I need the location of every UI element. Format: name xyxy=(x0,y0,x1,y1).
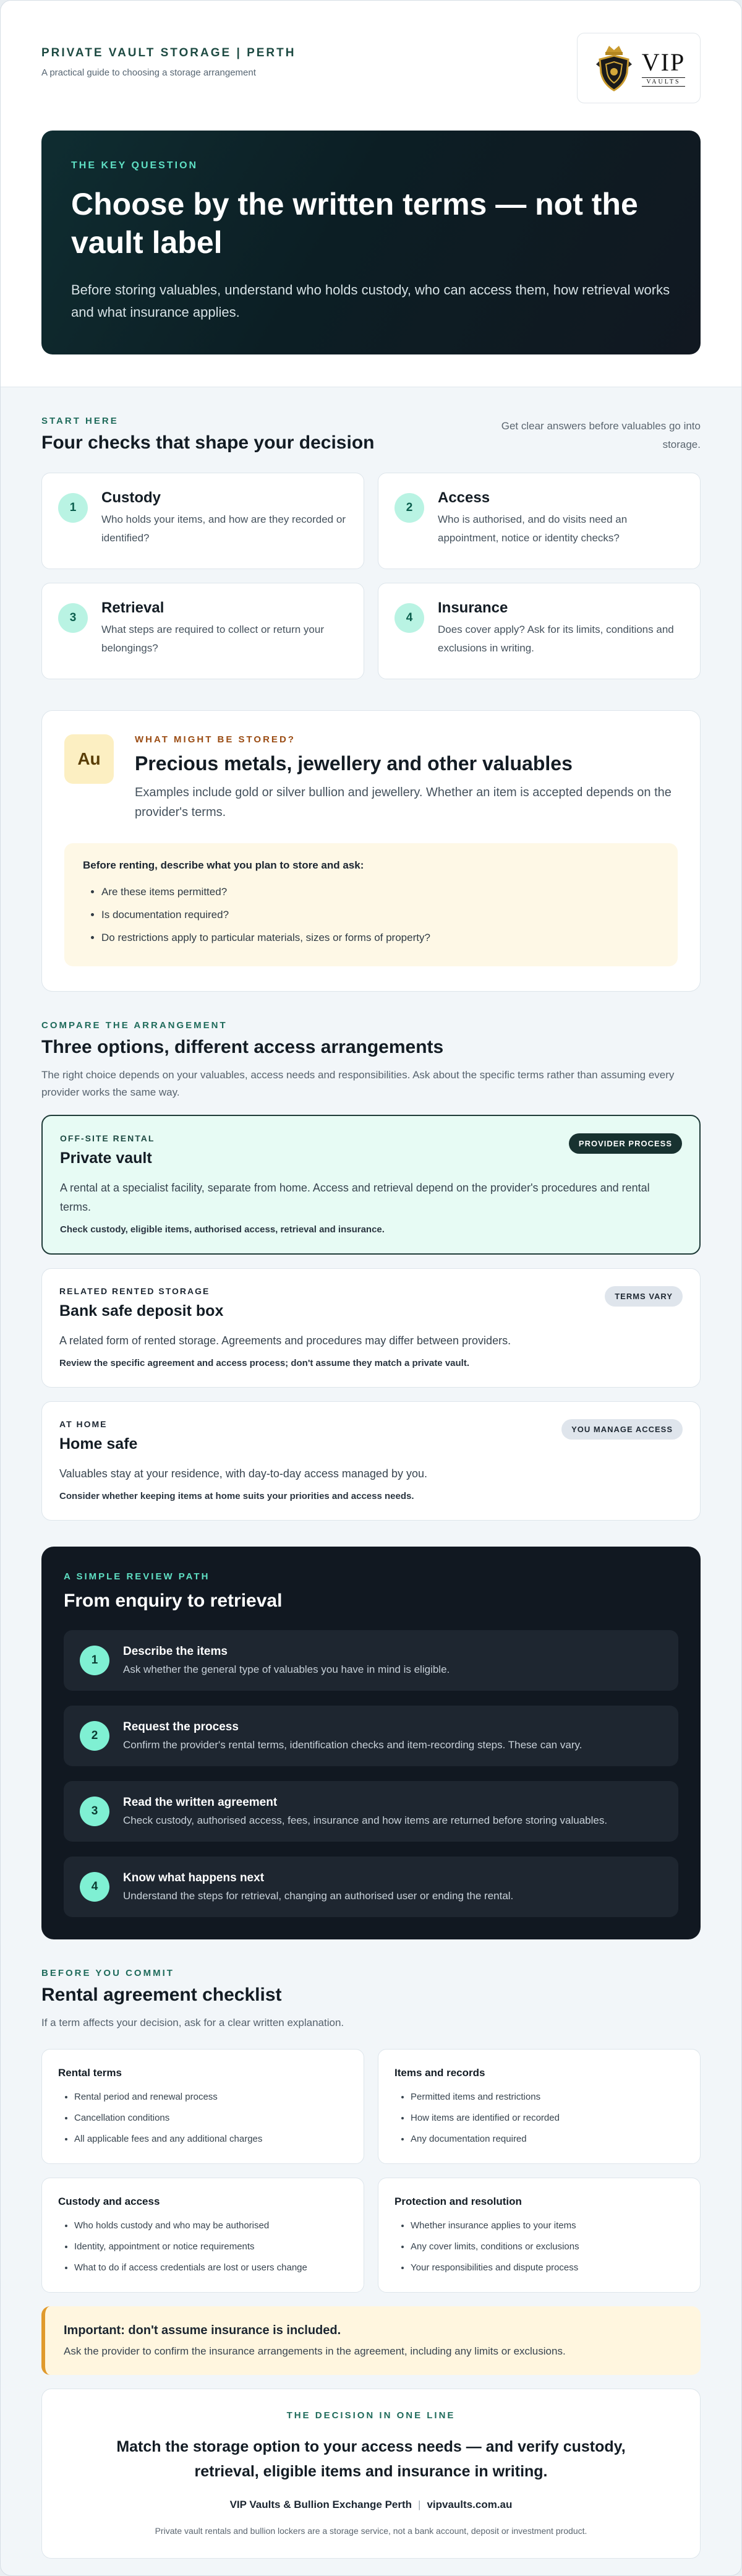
important-text: Ask the provider to confirm the insurance arrangements in the agreement, including any limits or exclusions. xyxy=(64,2345,566,2357)
check-card-custody xyxy=(41,473,364,569)
decision-card xyxy=(41,2389,701,2559)
path-step xyxy=(64,1630,678,1691)
checklist-grid xyxy=(41,2049,701,2293)
compare-title: Three options, different access arrangements xyxy=(41,1037,444,1057)
checks-heading xyxy=(41,416,374,453)
checks-eyebrow: START HERE xyxy=(41,416,119,426)
step-number-badge: 3 xyxy=(80,1797,109,1826)
option-text: A rental at a specialist facility, separate from home. Access and retrieval depend on the provider's procedures and rental terms. xyxy=(60,1182,650,1213)
crest-shield-icon xyxy=(592,43,636,93)
important-callout xyxy=(41,2306,701,2375)
list-item: • Are these items permitted? xyxy=(101,880,659,903)
check-description: What steps are required to collect or return your belongings? xyxy=(101,624,324,654)
checks-header xyxy=(41,416,701,454)
logo[interactable] xyxy=(577,33,701,103)
checklist-card-title: Protection and resolution xyxy=(394,2196,522,2207)
logo-wordmark: VIP xyxy=(641,48,686,76)
option-eyebrow: AT HOME xyxy=(59,1419,108,1429)
list-item: • Cancellation conditions xyxy=(74,2108,348,2129)
check-title: Custody xyxy=(101,489,161,506)
step-number-badge: 4 xyxy=(394,603,424,633)
checklist-card-custody-access xyxy=(41,2178,364,2293)
option-eyebrow: OFF-SITE RENTAL xyxy=(60,1133,155,1143)
step-number-badge: 2 xyxy=(80,1721,109,1751)
step-number-badge: 1 xyxy=(58,493,88,523)
list-item: • What to do if access credentials are lost or users change xyxy=(74,2257,348,2278)
option-badge: TERMS VARY xyxy=(605,1286,683,1307)
checklist-title: Rental agreement checklist xyxy=(41,1985,282,2005)
list-item: • Any documentation required xyxy=(411,2129,684,2150)
checklist-section xyxy=(41,1968,701,2559)
step-title: Describe the items xyxy=(123,1645,228,1658)
option-note: Check custody, eligible items, authorised access, retrieval and insurance. xyxy=(60,1224,385,1235)
ask-box xyxy=(64,843,678,966)
checklist-card-rental-terms xyxy=(41,2049,364,2164)
stored-items-card xyxy=(41,710,701,992)
option-badge: YOU MANAGE ACCESS xyxy=(561,1419,683,1440)
checklist-list xyxy=(58,2087,348,2150)
checklist-card-title: Rental terms xyxy=(58,2067,122,2079)
gold-element-icon: Au xyxy=(64,734,114,784)
path-step xyxy=(64,1706,678,1766)
review-path-panel xyxy=(41,1547,701,1939)
checks-note: Get clear answers before valuables go into storage. xyxy=(501,420,701,450)
step-description: Confirm the provider's rental terms, identification checks and item-recording steps. These can vary. xyxy=(123,1739,582,1751)
option-title: Home safe xyxy=(59,1435,138,1453)
hero-title: Choose by the written terms — not the vault label xyxy=(71,187,638,260)
step-number-badge: 2 xyxy=(394,493,424,523)
stored-items-eyebrow: WHAT MIGHT BE STORED? xyxy=(135,734,296,745)
checks-grid xyxy=(41,473,701,679)
check-card-insurance xyxy=(378,583,701,679)
checklist-card-title: Custody and access xyxy=(58,2196,160,2207)
check-description: Who is authorised, and do visits need an appointment, notice or identity checks? xyxy=(438,513,628,544)
important-title: Important: don't assume insurance is included. xyxy=(64,2324,341,2337)
checklist-eyebrow: BEFORE YOU COMMIT xyxy=(41,1968,174,1978)
checklist-card-items-records xyxy=(378,2049,701,2164)
ask-list xyxy=(83,880,659,949)
ask-title: Before renting, describe what you plan to store and ask: xyxy=(83,859,364,871)
checklist-list xyxy=(394,2215,684,2278)
check-description: Who holds your items, and how are they recorded or identified? xyxy=(101,513,346,544)
checks-title: Four checks that shape your decision xyxy=(41,432,375,453)
checklist-card-title: Items and records xyxy=(394,2067,485,2079)
checklist-subtitle: If a term affects your decision, ask for a clear written explanation. xyxy=(41,2017,344,2029)
list-item: • Permitted items and restrictions xyxy=(411,2087,684,2108)
step-description: Understand the steps for retrieval, changing an authorised user or ending the rental. xyxy=(123,1890,514,1902)
logo-subtext: VAULTS xyxy=(642,77,685,87)
option-home-safe xyxy=(41,1401,701,1521)
header-text xyxy=(41,33,296,78)
option-text: A related form of rented storage. Agreements and procedures may differ between providers. xyxy=(59,1334,511,1347)
step-title: Read the written agreement xyxy=(123,1796,278,1809)
header xyxy=(41,33,701,103)
list-item: • How items are identified or recorded xyxy=(411,2108,684,2129)
contact-separator: | xyxy=(418,2499,421,2510)
list-item: • Rental period and renewal process xyxy=(74,2087,348,2108)
checklist-card-protection xyxy=(378,2178,701,2293)
option-note: Consider whether keeping items at home suits your priorities and access needs. xyxy=(59,1491,414,1501)
company-name: VIP Vaults & Bullion Exchange Perth xyxy=(229,2499,412,2510)
check-card-retrieval xyxy=(41,583,364,679)
step-number-badge: 4 xyxy=(80,1872,109,1902)
path-step xyxy=(64,1857,678,1917)
path-eyebrow: A SIMPLE REVIEW PATH xyxy=(64,1571,210,1582)
check-title: Retrieval xyxy=(101,599,164,616)
path-step xyxy=(64,1781,678,1842)
list-item: • Do restrictions apply to particular materials, sizes or forms of property? xyxy=(101,926,659,949)
hero-banner xyxy=(41,131,701,354)
list-item: • Your responsibilities and dispute process xyxy=(411,2257,684,2278)
list-item: • All applicable fees and any additional charges xyxy=(74,2129,348,2150)
step-title: Request the process xyxy=(123,1720,239,1733)
option-private-vault xyxy=(41,1115,701,1255)
logo-text xyxy=(642,50,685,87)
list-item: • Identity, appointment or notice requirements xyxy=(74,2236,348,2257)
checklist-list xyxy=(394,2087,684,2150)
decision-eyebrow: THE DECISION IN ONE LINE xyxy=(286,2410,456,2421)
list-item: • Any cover limits, conditions or exclusions xyxy=(411,2236,684,2257)
option-title: Private vault xyxy=(60,1149,152,1167)
brand-line: PRIVATE VAULT STORAGE | PERTH xyxy=(41,46,296,59)
stored-items-header xyxy=(64,732,678,822)
option-text: Valuables stay at your residence, with day-to-day access managed by you. xyxy=(59,1467,427,1480)
hero-text: Before storing valuables, understand who holds custody, who can access them, how retrieval works and what insurance applies. xyxy=(71,282,670,320)
list-item: • Whether insurance applies to your items xyxy=(411,2215,684,2236)
stored-items-text: Examples include gold or silver bullion and jewellery. Whether an item is accepted depends on the provider's terms. xyxy=(135,786,672,819)
option-note: Review the specific agreement and access process; don't assume they match a private vault. xyxy=(59,1358,469,1368)
step-description: Ask whether the general type of valuables you have in mind is eligible. xyxy=(123,1664,450,1675)
step-description: Check custody, authorised access, fees, insurance and how items are returned before storing valuables. xyxy=(123,1814,608,1826)
option-title: Bank safe deposit box xyxy=(59,1302,224,1320)
compare-section xyxy=(41,1020,701,1521)
check-description: Does cover apply? Ask for its limits, conditions and exclusions in writing. xyxy=(438,624,674,654)
step-title: Know what happens next xyxy=(123,1871,265,1884)
stored-items-title: Precious metals, jewellery and other valuables xyxy=(135,752,573,775)
decision-title: Match the storage option to your access needs — and verify custody, retrieval, eligible items and insurance in writing. xyxy=(116,2438,626,2480)
compare-eyebrow: COMPARE THE ARRANGEMENT xyxy=(41,1020,228,1031)
path-title: From enquiry to retrieval xyxy=(64,1591,283,1611)
header-subtitle: A practical guide to choosing a storage arrangement xyxy=(41,67,256,78)
step-number-badge: 3 xyxy=(58,603,88,633)
contact-line xyxy=(79,2499,663,2511)
step-number-badge: 1 xyxy=(80,1646,109,1675)
hero-eyebrow: THE KEY QUESTION xyxy=(71,160,198,171)
website-link[interactable]: vipvaults.com.au xyxy=(427,2499,513,2510)
checks-section xyxy=(1,416,741,2559)
option-bank-safe-deposit-box xyxy=(41,1268,701,1388)
list-item: • Who holds custody and who may be authorised xyxy=(74,2215,348,2236)
option-eyebrow: RELATED RENTED STORAGE xyxy=(59,1286,210,1296)
check-card-access xyxy=(378,473,701,569)
option-badge: PROVIDER PROCESS xyxy=(569,1133,682,1154)
check-title: Insurance xyxy=(438,599,508,616)
check-title: Access xyxy=(438,489,490,506)
checklist-list xyxy=(58,2215,348,2278)
compare-subtitle: The right choice depends on your valuables, access needs and responsibilities. Ask about the specific terms rather than assuming every provider works the same way. xyxy=(41,1069,675,1098)
top-section xyxy=(1,1,741,387)
disclaimer: Private vault rentals and bullion lockers are a storage service, not a bank account, deposit or investment product. xyxy=(155,2526,587,2536)
list-item: • Is documentation required? xyxy=(101,903,659,926)
